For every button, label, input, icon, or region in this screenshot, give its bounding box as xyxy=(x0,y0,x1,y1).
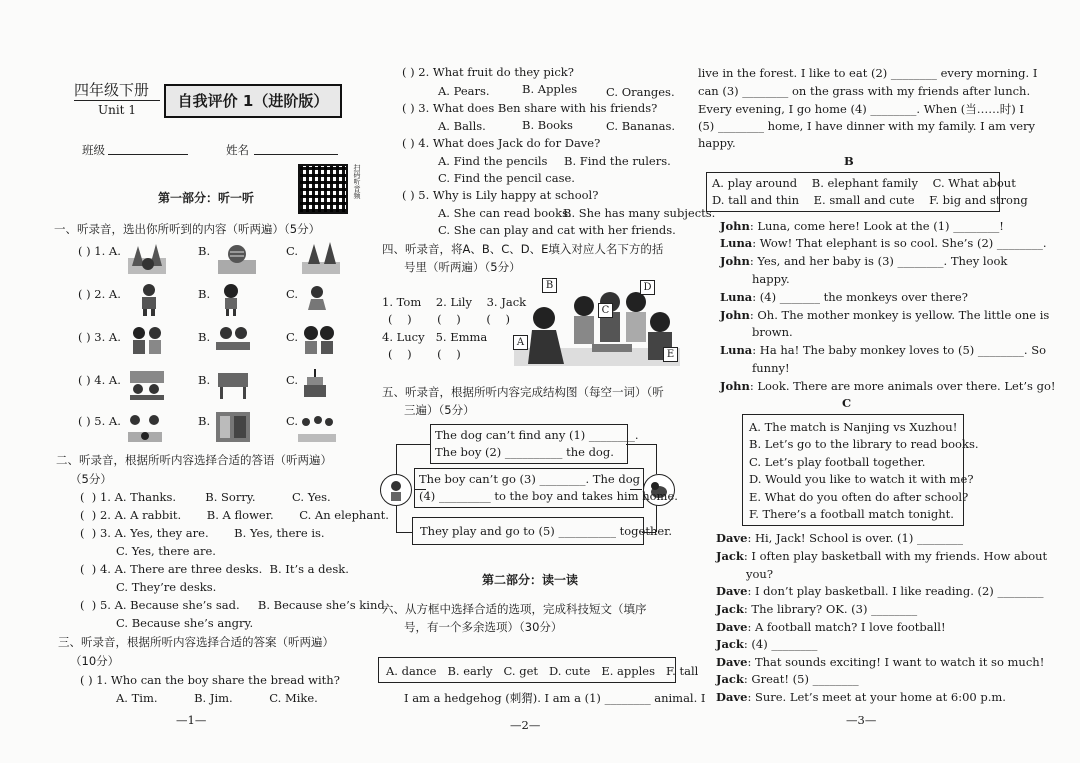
s3-q1-options: A. Tim. B. Jim. C. Mike. xyxy=(116,691,318,705)
part1-title: 第一部分：听一听 xyxy=(158,191,255,205)
passage-line: live in the forest. I like to eat (2) ________ every morning. I xyxy=(698,66,1038,80)
dialog-line: Luna: Ha ha! The baby monkey loves to (5) ________. So xyxy=(720,343,1047,357)
football-kids-picture xyxy=(298,410,336,444)
s3-q4-a: A. Find the pencils xyxy=(438,154,548,168)
s3-q2: ( ) 2. What fruit do they pick? xyxy=(402,65,574,79)
box1-line2: The boy (2) __________ the dog. xyxy=(435,445,614,459)
dialog-line: Jack: (4) ________ xyxy=(716,637,818,651)
c-option: C. Let’s play football together. xyxy=(749,455,926,469)
section4-title: 四、听录音，将A、B、C、D、E填入对应人名下方的括 xyxy=(382,242,664,256)
s1-q4-num: ( ) 4. A. xyxy=(78,373,121,387)
dialog-line: Dave: Hi, Jack! School is over. (1) ________ xyxy=(716,531,963,545)
s1-q2-b: B. xyxy=(198,287,211,301)
s4-paren-row2[interactable]: ( ) ( ) xyxy=(388,347,461,361)
diagram-connector xyxy=(396,504,397,532)
passage-start: I am a hedgehog (刺猬). I am a (1) ________ animal. I xyxy=(404,691,706,705)
section6-title-2: 号，有一个多余选项）（30分） xyxy=(404,620,563,634)
s3-q2-b: B. Apples xyxy=(522,82,578,96)
kid-label-e: E xyxy=(663,347,678,362)
dialog-line: funny! xyxy=(752,361,790,375)
grade-underline xyxy=(74,100,160,101)
dialog-line: Dave: That sounds exciting! I want to watch it so much! xyxy=(716,655,1045,669)
s4-names-row1: 1. Tom 2. Lily 3. Jack xyxy=(382,295,527,309)
grade-label: 四年级下册 xyxy=(74,81,150,99)
diagram-connector xyxy=(396,444,397,474)
desk-picture xyxy=(214,367,252,401)
diagram-connector xyxy=(396,532,412,533)
kids-playing-picture xyxy=(126,410,164,444)
section-b-label: B xyxy=(844,154,854,168)
s4-paren-row1[interactable]: ( ) ( ) ( ) xyxy=(388,312,510,326)
s1-q1-b: B. xyxy=(198,244,211,258)
part2-title: 第二部分：读一读 xyxy=(482,573,579,587)
s2-item-2: ( ) 2. A. A rabbit. B. A flower. C. An elephant. xyxy=(80,508,389,522)
section3-score: （10分） xyxy=(70,654,120,668)
s2-item-1: ( ) 1. A. Thanks. B. Sorry. C. Yes. xyxy=(80,490,331,504)
s3-q4-b: B. Find the rulers. xyxy=(564,154,671,168)
diagram-connector xyxy=(626,444,656,445)
kid-label-c: C xyxy=(598,303,613,318)
girl-picture xyxy=(212,282,250,316)
name-blank[interactable] xyxy=(254,154,338,155)
passage-line: Every evening, I go home (4) ________. When (当……时) I xyxy=(698,102,1024,116)
kid-label-a: A xyxy=(513,335,528,350)
dialog-line: Dave: I don’t play basketball. I like reading. (2) ________ xyxy=(716,584,1044,598)
b-options-line1: A. play around B. elephant family C. What about xyxy=(712,176,1016,190)
s3-q5-b: B. She has many subjects. xyxy=(563,206,716,220)
dialog-line: Dave: A football match? I love football! xyxy=(716,620,946,634)
kids-group-picture xyxy=(514,278,680,366)
tiger-picture xyxy=(218,240,256,274)
dialog-line: brown. xyxy=(752,325,793,339)
section1-title: 一、听录音，选出你所听到的内容（听两遍）（5分） xyxy=(54,222,321,236)
s3-q3-a: A. Balls. xyxy=(438,119,486,133)
kid-label-d: D xyxy=(640,280,655,295)
s1-q3-num: ( ) 3. A. xyxy=(78,330,121,344)
s3-q3-c: C. Bananas. xyxy=(606,119,676,133)
diagram-connector xyxy=(656,444,657,474)
c-option: B. Let’s go to the library to read books. xyxy=(749,437,979,451)
s4-names-row2: 4. Lucy 5. Emma xyxy=(382,330,488,344)
page-number-1: —1— xyxy=(176,713,207,727)
unit-label: Unit 1 xyxy=(98,103,136,117)
box2-line1: The boy can’t go (3) ________. The dog xyxy=(419,472,640,486)
boy-picture xyxy=(130,282,168,316)
section4-title-2: 号里（听两遍）（5分） xyxy=(404,260,521,274)
name-label: 姓名 xyxy=(226,143,249,157)
c-option: F. There’s a football match tonight. xyxy=(749,507,954,521)
page-number-2: —2— xyxy=(510,718,541,732)
diagram-connector xyxy=(396,444,430,445)
passage-line: can (3) ________ on the grass with my friends after lunch. xyxy=(698,84,1031,98)
s3-q5-a: A. She can read books. xyxy=(438,206,572,220)
dialog-line: Dave: Sure. Let’s meet at your home at 6:00 p.m. xyxy=(716,690,1006,704)
box1-line1: The dog can’t find any (1) ________. xyxy=(435,428,639,442)
kids-desk-picture xyxy=(214,324,252,358)
page-number-3: —3— xyxy=(846,713,877,727)
s3-q4-c: C. Find the pencil case. xyxy=(438,171,575,185)
s3-q3-b: B. Books xyxy=(522,118,573,132)
s3-q2-c: C. Oranges. xyxy=(606,85,675,99)
dialog-line: you? xyxy=(746,567,773,581)
birthday-cake-picture xyxy=(296,367,334,401)
dialog-line: Jack: The library? OK. (3) ________ xyxy=(716,602,918,616)
s2-item-3: ( ) 3. A. Yes, they are. B. Yes, there is. xyxy=(80,526,325,540)
classroom-picture xyxy=(128,367,166,401)
section5-title: 五、听录音，根据所听内容完成结构图（每空一词）（听 xyxy=(382,385,664,399)
dialog-line: John: Oh. The mother monkey is yellow. The little one is xyxy=(720,308,1050,322)
forest-animals-picture xyxy=(128,240,166,274)
qr-code-icon[interactable] xyxy=(298,164,348,214)
c-option: E. What do you often do after school? xyxy=(749,490,969,504)
s1-q2-c: C. xyxy=(286,287,299,301)
section5-title-2: 三遍）（5分） xyxy=(404,403,475,417)
library-picture xyxy=(214,410,252,444)
section2-title: 二、听录音，根据所听内容选择合适的答语（听两遍） xyxy=(56,453,332,467)
s2-item-4-c: C. They’re desks. xyxy=(116,580,217,594)
dialog-line: Luna: Wow! That elephant is so cool. She’s (2) ________. xyxy=(720,236,1047,250)
small-girl-picture xyxy=(298,282,336,316)
class-blank[interactable] xyxy=(108,154,188,155)
title-banner: 自我评价 1（进阶版） xyxy=(164,84,342,118)
options-text: A. dance B. early C. get D. cute E. apples F. tall xyxy=(386,664,699,678)
two-girls-picture xyxy=(300,324,338,358)
s3-q4: ( ) 4. What does Jack do for Dave? xyxy=(402,136,601,150)
box2-line2: (4) _________ to the boy and takes him home. xyxy=(419,489,678,503)
class-label: 班级 xyxy=(82,143,105,157)
dialog-line: Jack: I often play basketball with my friends. How about xyxy=(716,549,1048,563)
section6-title: 六、从方框中选择合适的选项，完成科技短文（填序 xyxy=(382,602,647,616)
s1-q4-c: C. xyxy=(286,373,299,387)
box3-line: They play and go to (5) __________ together. xyxy=(420,524,673,538)
c-option: A. The match is Nanjing vs Xuzhou! xyxy=(749,420,958,434)
s2-item-4: ( ) 4. A. There are three desks. B. It’s a desk. xyxy=(80,562,349,576)
s1-q3-b: B. xyxy=(198,330,211,344)
dialog-line: Jack: Great! (5) ________ xyxy=(716,672,859,686)
s1-q3-c: C. xyxy=(286,330,299,344)
b-options-line2: D. tall and thin E. small and cute F. big and strong xyxy=(712,193,1028,207)
qr-caption: 扫码听音频 xyxy=(353,164,361,199)
s3-q3: ( ) 3. What does Ben share with his friends? xyxy=(402,101,658,115)
s1-q1-num: ( ) 1. A. xyxy=(78,244,121,258)
kid-label-b: B xyxy=(542,278,557,293)
s1-q4-b: B. xyxy=(198,373,211,387)
s2-item-5-c: C. Because she’s angry. xyxy=(116,616,254,630)
s1-q5-num: ( ) 5. A. xyxy=(78,414,121,428)
passage-line: happy. xyxy=(698,136,736,150)
s1-q5-b: B. xyxy=(198,414,211,428)
dialog-line: John: Luna, come here! Look at the (1) ________! xyxy=(720,219,1004,233)
section-c-label: C xyxy=(842,396,852,410)
dialog-line: John: Look. There are more animals over there. Let’s go! xyxy=(720,379,1056,393)
passage-line: (5) ________ home, I have dinner with my family. I am very xyxy=(698,119,1036,133)
s1-q1-c: C. xyxy=(286,244,299,258)
park-picture xyxy=(302,240,340,274)
dialog-line: happy. xyxy=(752,272,790,286)
dialog-line: Luna: (4) _______ the monkeys over there? xyxy=(720,290,968,304)
c-option: D. Would you like to watch it with me? xyxy=(749,472,974,486)
s2-item-5: ( ) 5. A. Because she’s sad. B. Because she’s kind. xyxy=(80,598,389,612)
dialog-line: John: Yes, and her baby is (3) ________. They look xyxy=(720,254,1008,268)
s1-q2-num: ( ) 2. A. xyxy=(78,287,121,301)
s3-q5-c: C. She can play and cat with her friends. xyxy=(438,223,676,237)
section2-score: （5分） xyxy=(70,472,112,486)
two-kids-picture xyxy=(128,324,166,358)
boy-circle-icon xyxy=(380,474,412,506)
s3-q2-a: A. Pears. xyxy=(438,84,490,98)
section3-title: 三、听录音，根据所听内容选择合适的答案（听两遍） xyxy=(58,635,334,649)
s2-item-3-c: C. Yes, there are. xyxy=(116,544,216,558)
s3-q5: ( ) 5. Why is Lily happy at school? xyxy=(402,188,599,202)
s3-q1: ( ) 1. Who can the boy share the bread with? xyxy=(80,673,340,687)
s1-q5-c: C. xyxy=(286,414,299,428)
